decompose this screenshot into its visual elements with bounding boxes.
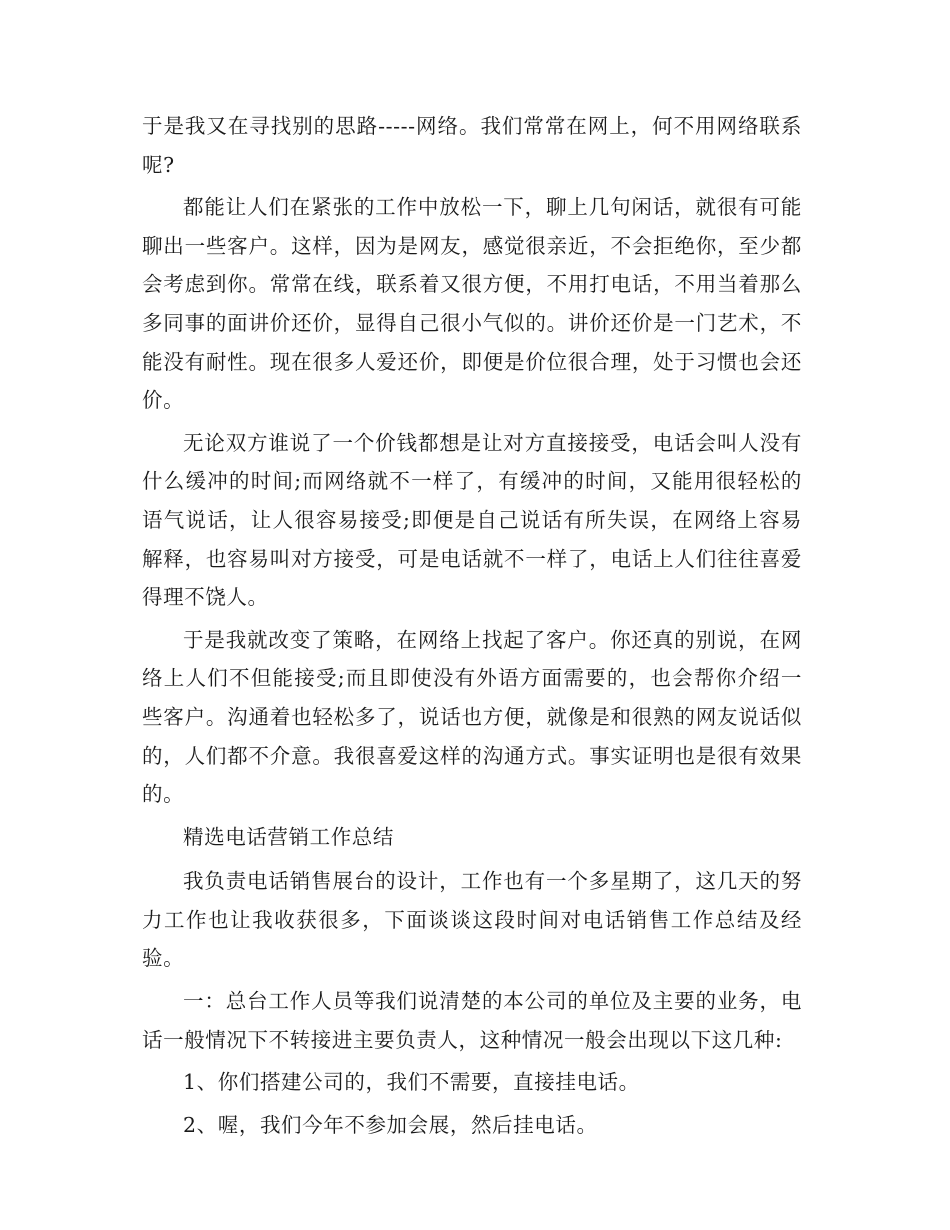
paragraph-front-desk: 一：总台工作人员等我们说清楚的本公司的单位及主要的业务，电话一般情况下不转接进主要负责人，这种情况一般会出现以下这几种: — [142, 989, 802, 1052]
list-item-1: 1、你们搭建公司的，我们不需要，直接挂电话。 — [183, 1070, 640, 1095]
paragraph-booth-design: 我负责电话销售展台的设计，工作也有一个多星期了，这几天的努力工作也让我收获很多，下面谈谈这段时间对电话销售工作总结及经验。 — [142, 869, 802, 971]
section-title: 精选电话营销工作总结 — [183, 824, 394, 849]
paragraph-strategy-change: 于是我就改变了策略，在网络上找起了客户。你还真的别说，在网络上人们不但能接受;而且即使没有外语方面需要的，也会帮你介绍一些客户。沟通着也轻松多了，说话也方便，就像是和很熟的网友说话似的，人们都不介意。我很喜爱这样的沟通方式。事实证明也是很有效果的。 — [142, 627, 802, 807]
paragraph-price-negotiation: 无论双方谁说了一个价钱都想是让对方直接接受，电话会叫人没有什么缓冲的时间;而网络就不一样了，有缓冲的时间，又能用很轻松的语气说话，让人很容易接受;即便是自己说话有所失误，在网络上容易解释，也容易叫对方接受，可是电话就不一样了，电话上人们往往喜爱得理不饶人。 — [142, 430, 802, 610]
list-item-2: 2、喔，我们今年不参加会展，然后挂电话。 — [183, 1112, 598, 1137]
paragraph-relax-chat: 都能让人们在紧张的工作中放松一下，聊上几句闲话，就很有可能聊出一些客户。这样，因为是网友，感觉很亲近，不会拒绝你，至少都会考虑到你。常常在线，联系着又很方便，不用打电话，不用当着那么多同事的面讲价还价，显得自己很小气似的。讲价还价是一门艺术，不能没有耐性。现在很多人爱还价，即便是价位很合理，处于习惯也会还价。 — [142, 195, 802, 413]
paragraph-network-idea: 于是我又在寻找别的思路-----网络。我们常常在网上，何不用网络联系呢? — [142, 114, 802, 177]
document-page — [142, 107, 802, 1148]
